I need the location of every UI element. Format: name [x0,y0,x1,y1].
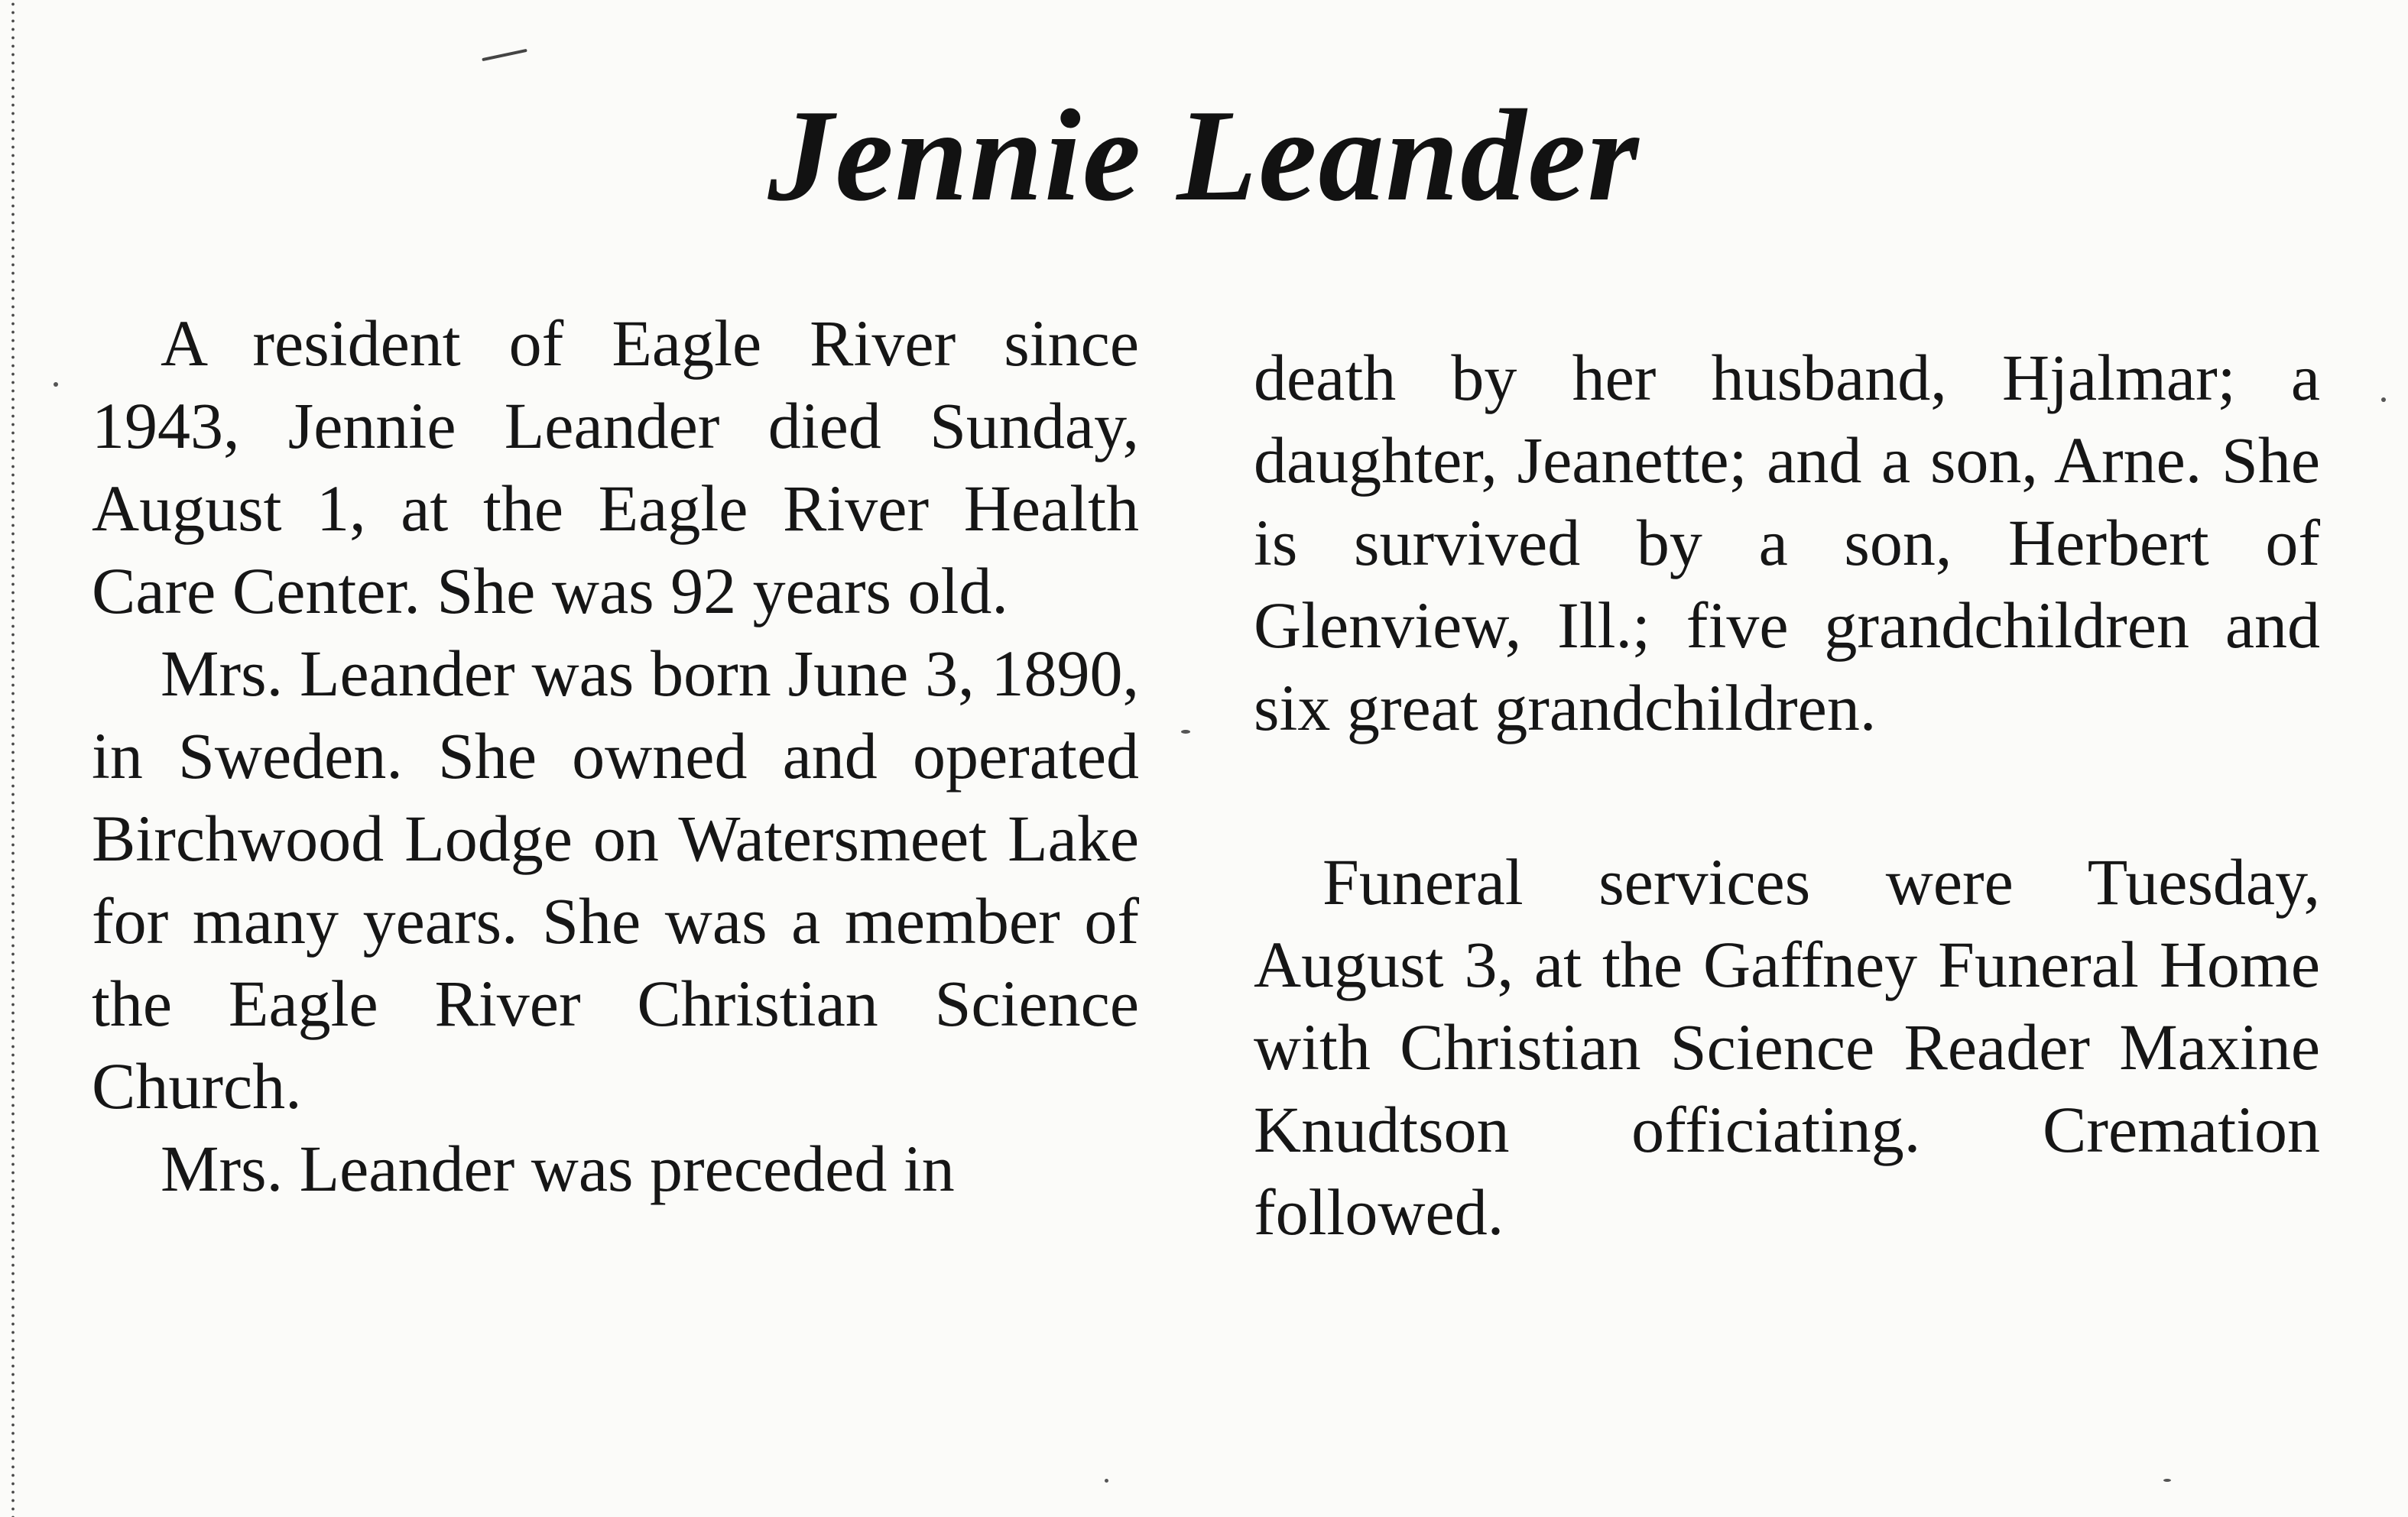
paragraph-family-start: Mrs. Leander was preceded in [161,1132,955,1205]
print-speck [1105,1479,1108,1483]
paragraph-gap [1254,749,2320,841]
paragraph-funeral: Funeral services were Tuesday, August 3, at the Gaffney Funeral Home with Christian Science Reader Maxine Knudtson officiating. Cremation followed. [1254,845,2320,1249]
perforated-edge [11,0,15,1517]
left-column [92,302,1139,1210]
paragraph-biography: Mrs. Leander was born June 3, 1890, in Sweden. She owned and operated Birchwood Lodge on Watersmeet Lake for many years. She was a member of the Eagle River Christian Science Church. [92,637,1139,1123]
print-speck [2381,397,2386,402]
print-speck [54,382,58,387]
print-speck [2163,1479,2171,1482]
print-speck [1181,730,1190,734]
paragraph-family-continued: death by her husband, Hjalmar; a daughter, Jeanette; and a son, Arne. She is survived by a son, Herbert of Glenview, Ill.; five grandchildren and six great grandchildren. [1254,341,2320,744]
obituary-headline: Jennie Leander [768,83,1640,229]
print-mark [482,49,527,61]
paragraph-residence: A resident of Eagle River since 1943, Jennie Leander died Sunday, August 1, at the Eagle River Health Care Center. She was 92 years old. [92,306,1139,627]
right-column [1254,336,2320,1253]
